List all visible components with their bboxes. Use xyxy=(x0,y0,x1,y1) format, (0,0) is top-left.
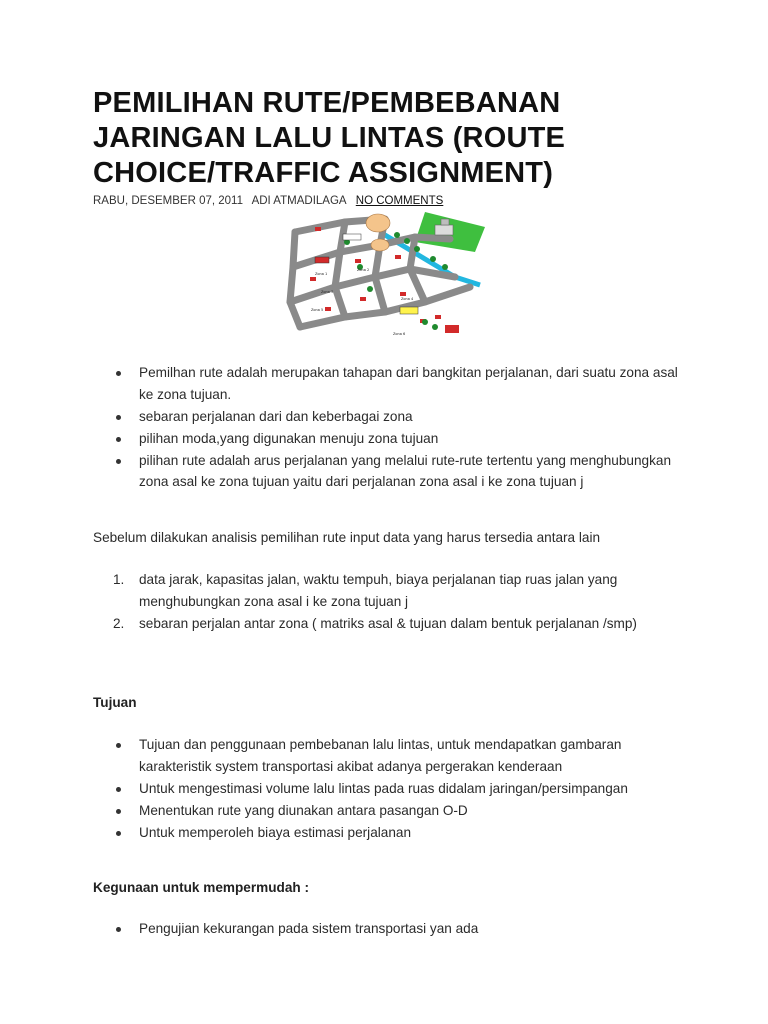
section-heading-kegunaan: Kegunaan untuk mempermudah : xyxy=(93,880,310,895)
traffic-network-illustration xyxy=(285,207,485,342)
zone-label: Zona 2 xyxy=(357,268,370,272)
list-item: Menentukan rute yang diunakan antara pasangan O-D xyxy=(93,800,693,822)
list-item: Tujuan dan penggunaan pembebanan lalu lintas, untuk mendapatkan gambaran karakteristik system transportasi akibat adanya pergerakan kenderaan xyxy=(93,734,693,777)
post-author: ADI ATMADILAGA xyxy=(251,195,347,207)
zone-label: Zona 3 xyxy=(321,290,334,294)
intro-paragraph: Sebelum dilakukan analisis pemilihan rute input data yang harus tersedia antara lain xyxy=(93,530,601,545)
list-item: sebaran perjalanan dari dan keberbagai zona xyxy=(93,406,683,428)
list-item: pilihan moda,yang digunakan menuju zona tujuan xyxy=(93,428,683,450)
list-number: 1. xyxy=(113,572,125,587)
label-box xyxy=(315,257,329,263)
list-item-text: data jarak, kapasitas jalan, waktu tempuh, biaya perjalanan tiap ruas jalan yang menghubungkan zona asal i ke zona tujuan j xyxy=(139,572,618,609)
list-item: Untuk mengestimasi volume lalu lintas pada ruas didalam jaringan/persimpangan xyxy=(93,778,693,800)
list-item-text: sebaran perjalan antar zona ( matriks asal & tujuan dalam bentuk perjalanan /smp) xyxy=(139,615,637,631)
list-item xyxy=(93,569,683,612)
label-box xyxy=(400,307,418,314)
list-number: 2. xyxy=(113,615,125,631)
list-item: Pemilhan rute adalah merupakan tahapan dari bangkitan perjalanan, dari suatu zona asal ke zona tujuan. xyxy=(93,362,683,405)
post-date: RABU, DESEMBER 07, 2011 xyxy=(93,195,243,207)
input-data-list xyxy=(93,569,683,635)
zone-label: Zona 6 xyxy=(393,332,406,336)
list-item: Untuk memperoleh biaya estimasi perjalanan xyxy=(93,822,693,844)
tujuan-list xyxy=(93,734,693,844)
zone-label: Zona 1 xyxy=(315,272,328,276)
network-diagram xyxy=(285,207,485,342)
section-heading-tujuan: Tujuan xyxy=(93,695,137,710)
origin-bubble xyxy=(366,214,390,232)
list-item: pilihan rute adalah arus perjalanan yang melalui rute-rute tertentu yang menghubungkan zona asal ke zona tujuan yaitu dari perjalanan zona asal i ke zona tujuan j xyxy=(93,450,683,493)
article-title: PEMILIHAN RUTE/PEMBEBANAN JARINGAN LALU LINTAS (ROUTE CHOICE/TRAFFIC ASSIGNMENT) xyxy=(93,87,566,189)
list-item xyxy=(93,613,683,635)
label-box xyxy=(343,234,361,240)
destination-bubble xyxy=(371,239,389,251)
kegunaan-list xyxy=(93,918,683,940)
post-meta xyxy=(93,195,443,207)
zone-label: Zona 4 xyxy=(401,297,414,301)
route-choice-list xyxy=(93,362,683,493)
comments-link[interactable]: NO COMMENTS xyxy=(355,195,444,207)
list-item: Pengujian kekurangan pada sistem transportasi yan ada xyxy=(93,918,683,940)
zone-label: Zona 5 xyxy=(311,308,324,312)
